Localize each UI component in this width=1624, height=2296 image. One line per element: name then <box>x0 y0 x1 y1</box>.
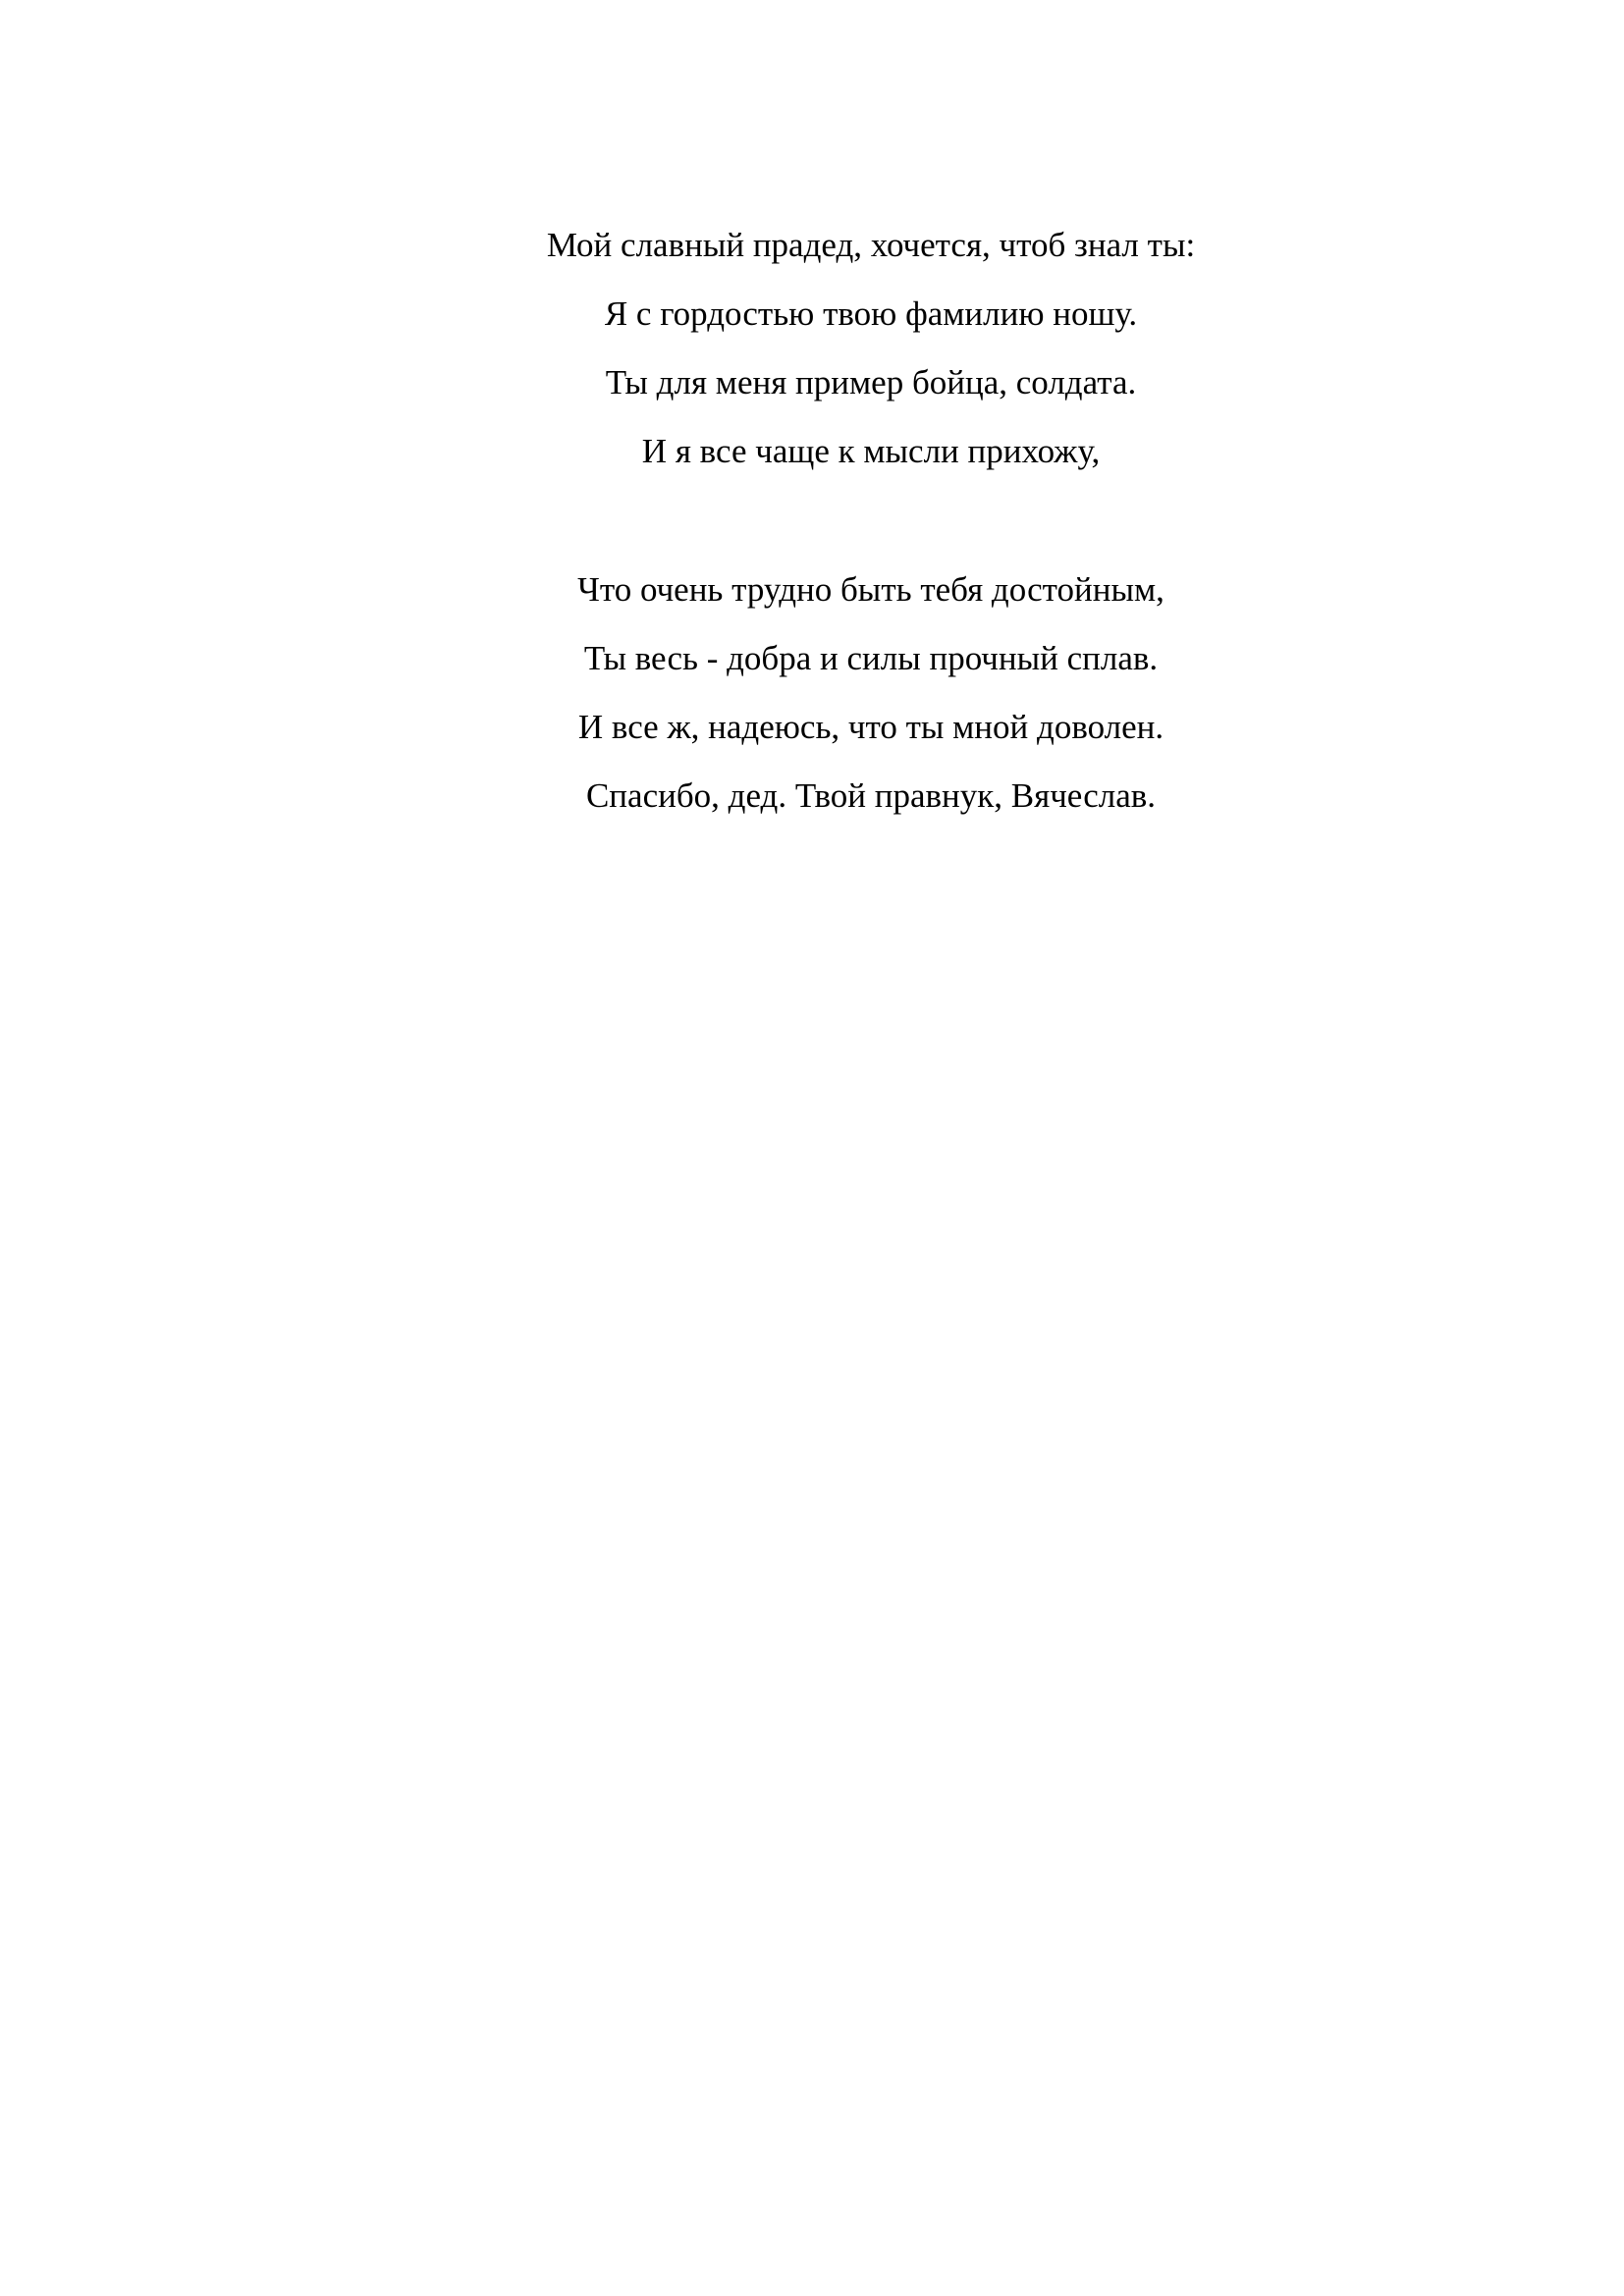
poem-line: И все ж, надеюсь, что ты мной доволен. <box>577 708 1164 746</box>
poem-line: Что очень трудно быть тебя достойным, <box>577 570 1164 609</box>
stanza-2 <box>0 564 1624 839</box>
poem-line: Ты для меня пример бойца, солдата. <box>605 363 1137 401</box>
poem-line: Ты весь - добра и силы прочный сплав. <box>583 639 1159 677</box>
poem-line: Я с гордостью твою фамилию ношу. <box>604 294 1138 333</box>
poem-line: Спасибо, дед. Твой правнук, Вячеслав. <box>585 776 1157 815</box>
poem <box>0 220 1624 839</box>
poem-line: И я все чаще к мысли прихожу, <box>641 432 1101 470</box>
stanza-1 <box>0 220 1624 495</box>
poem-line: Мой славный прадед, хочется, чтоб знал ты: <box>546 226 1196 264</box>
